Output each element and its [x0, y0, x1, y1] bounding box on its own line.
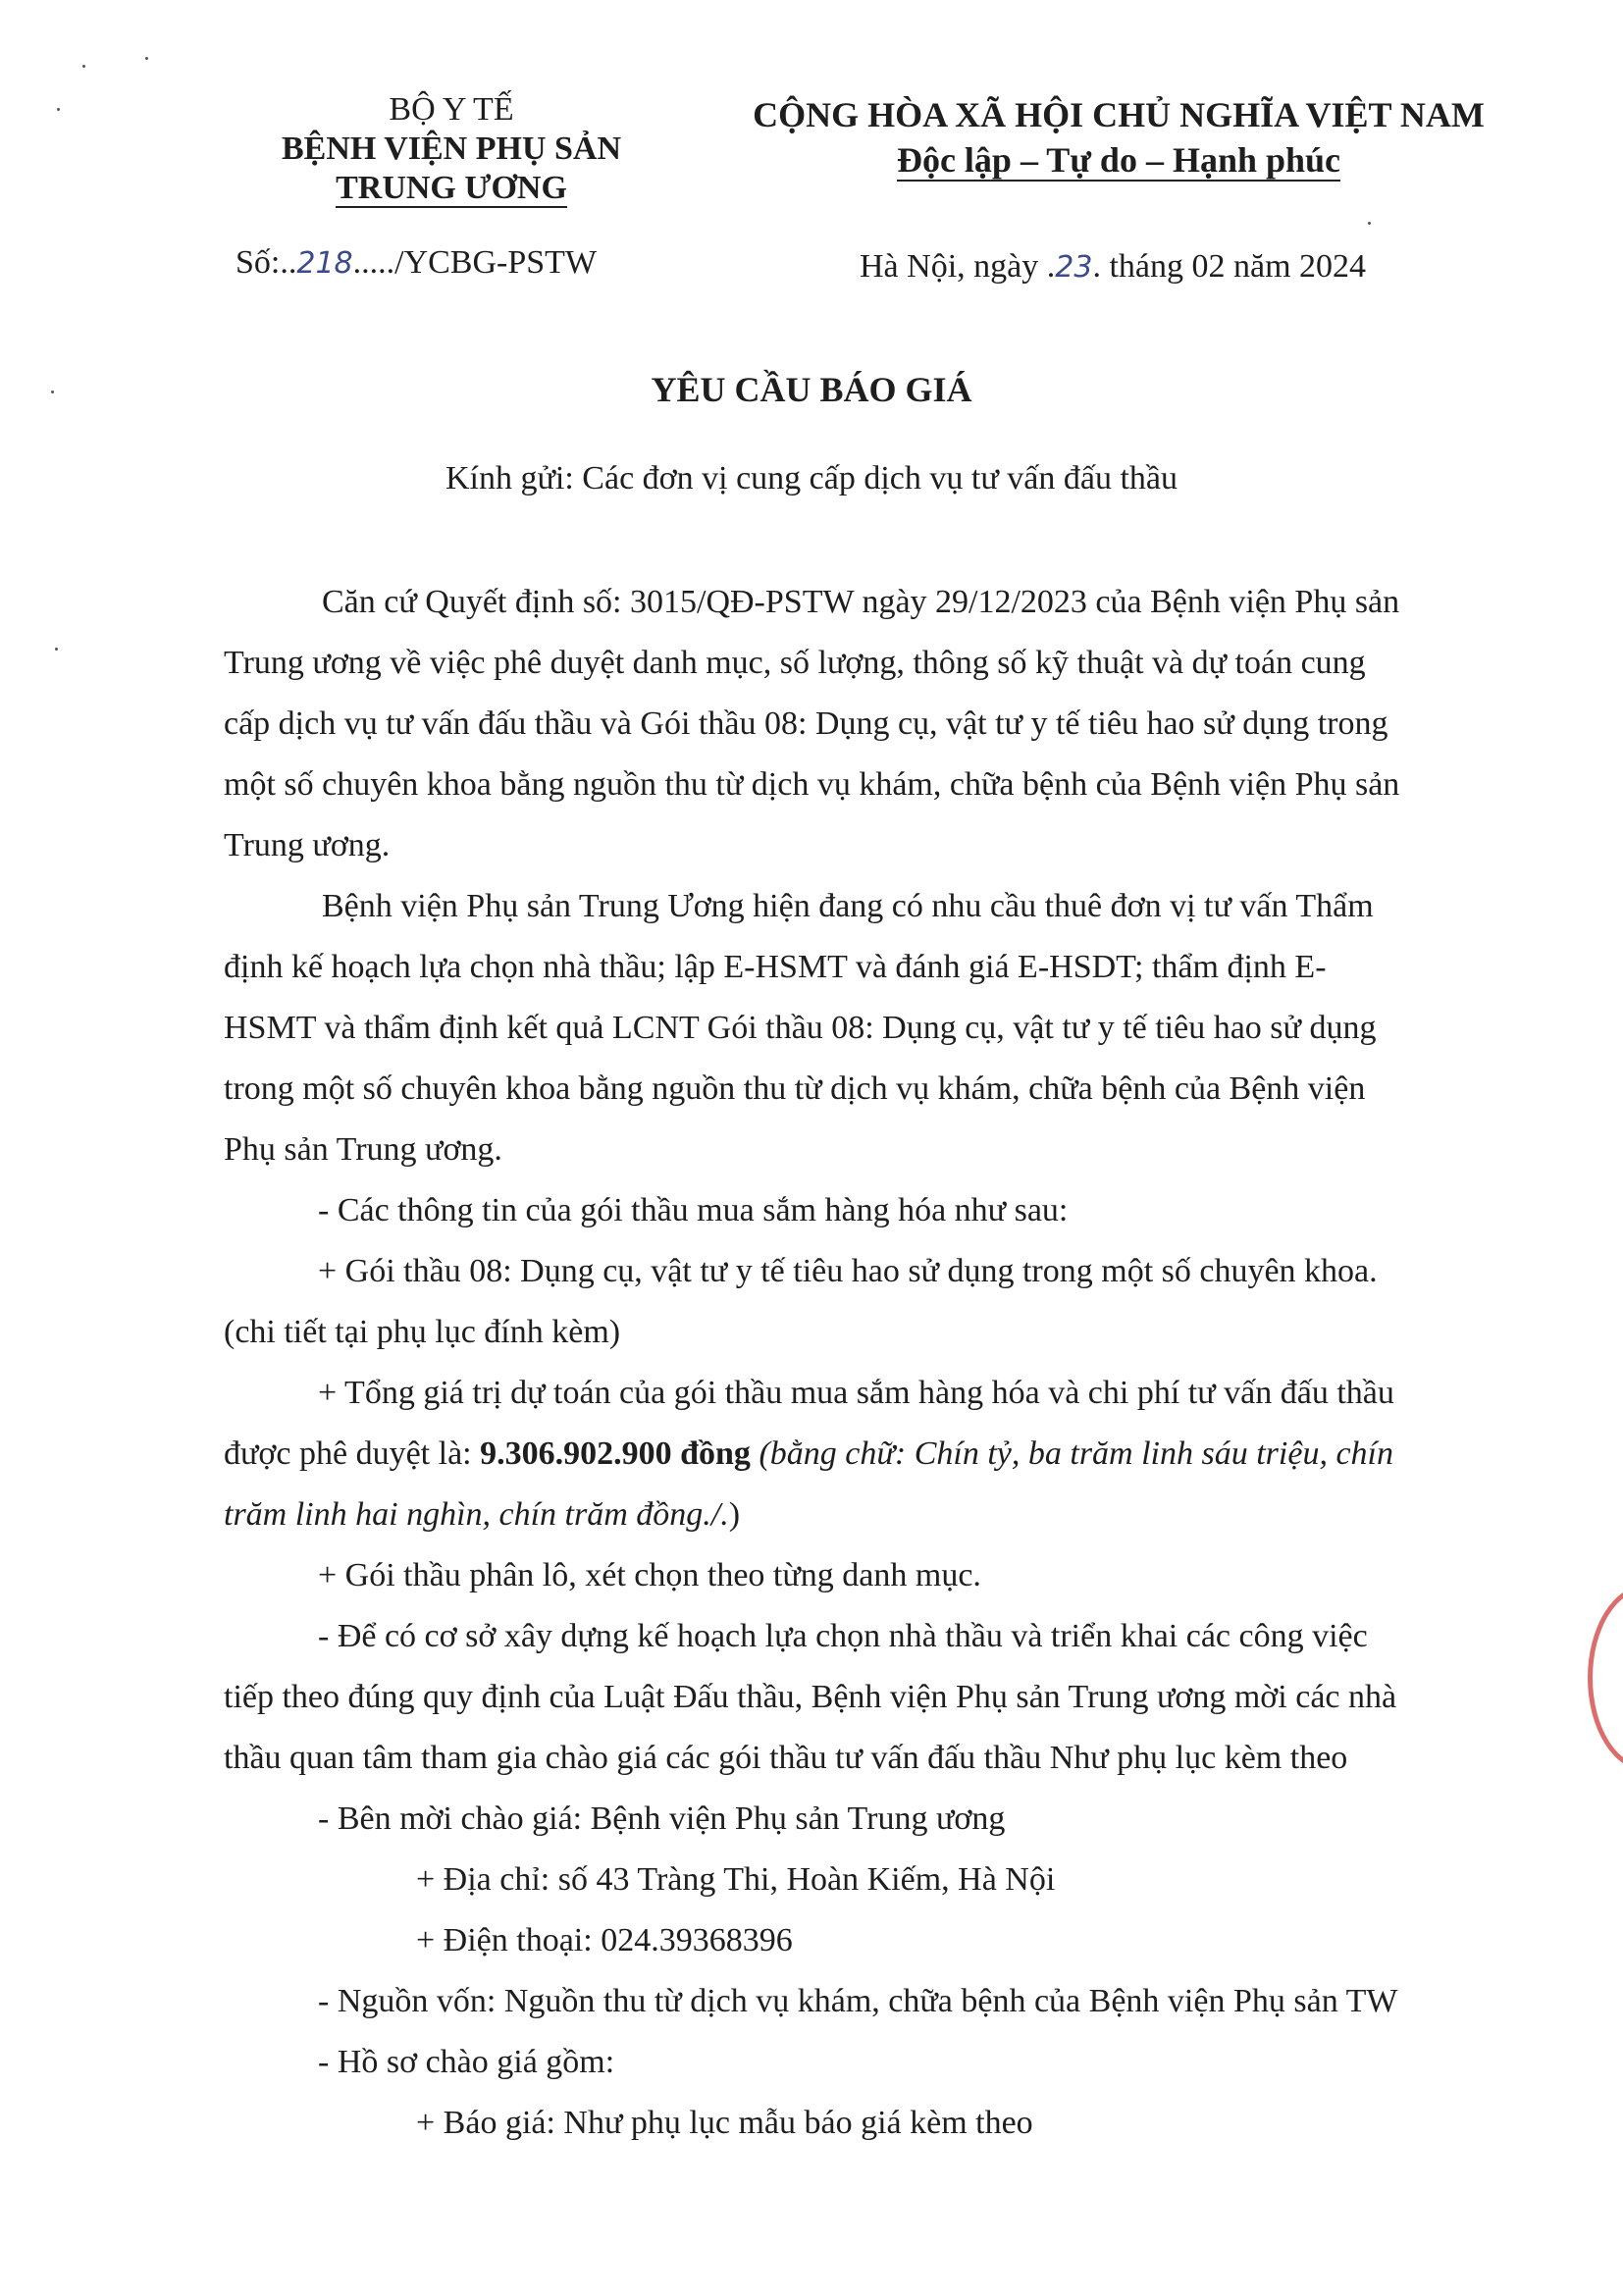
body-line-3: cấp dịch vụ tư vấn đấu thầu và Gói thầu 08: Dụng cụ, vật tư y tế tiêu hao sử dụng trong — [224, 705, 1388, 742]
body-line-17: + Gói thầu phân lô, xét chọn theo từng danh mục. — [318, 1557, 981, 1593]
document-date — [860, 247, 1366, 287]
nation-title: CỘNG HÒA XÃ HỘI CHỦ NGHĨA VIỆT NAM — [753, 95, 1485, 134]
document-title: YÊU CẦU BÁO GIÁ — [651, 370, 972, 409]
date-suffix: . tháng 02 năm 2024 — [1092, 248, 1367, 285]
body-line-21: - Bên mời chào giá: Bệnh viện Phụ sản Trung ương — [318, 1800, 1006, 1837]
scan-speck — [51, 391, 54, 393]
body-line-6: Bệnh viện Phụ sản Trung Ương hiện đang có nhu cầu thuê đơn vị tư vấn Thẩm — [322, 888, 1374, 924]
scan-speck — [55, 648, 58, 651]
body-line-1: Căn cứ Quyết định số: 3015/QĐ-PSTW ngày 29/12/2023 của Bệnh viện Phụ sản — [322, 584, 1400, 620]
body-line-8: HSMT và thẩm định kết quả LCNT Gói thầu 08: Dụng cụ, vật tư y tế tiêu hao sử dụng — [224, 1010, 1377, 1046]
body-line-19: tiếp theo đúng quy định của Luật Đấu thầu, Bệnh viện Phụ sản Trung ương mời các nhà — [224, 1679, 1397, 1715]
national-motto — [677, 139, 1560, 181]
date-handwritten: 23 — [1055, 250, 1093, 285]
scan-speck — [1368, 222, 1371, 225]
body-line-10: Phụ sản Trung ương. — [224, 1131, 502, 1168]
body-line-5: Trung ương. — [224, 827, 391, 863]
number-suffix: ...../YCBG-PSTW — [352, 244, 598, 281]
red-stamp-edge — [1588, 1585, 1623, 1771]
ministry-name: BỘ Y TẾ — [389, 91, 514, 128]
number-handwritten: 218 — [296, 246, 353, 281]
body-line-4: một số chuyên khoa bằng nguồn thu từ dịch vụ khám, chữa bệnh của Bệnh viện Phụ sản — [224, 766, 1400, 803]
total-amount: 9.306.902.900 đồng — [480, 1435, 751, 1472]
scan-speck — [82, 65, 85, 68]
scan-speck — [57, 108, 60, 111]
body-line-2: Trung ương về việc phê duyệt danh mục, số lượng, thông số kỹ thuật và dự toán cung — [224, 645, 1366, 681]
body-line-11: - Các thông tin của gói thầu mua sắm hàng hóa như sau: — [318, 1192, 1069, 1228]
body-line-16 — [224, 1495, 740, 1535]
body-line-15 — [224, 1435, 1393, 1474]
amount-in-words-part1: (bằng chữ: Chín tỷ, ba trăm linh sáu triệu, chín — [750, 1435, 1393, 1472]
scan-speck — [145, 57, 148, 60]
closing-paren: ) — [728, 1496, 741, 1533]
hospital-name-line2 — [226, 169, 677, 208]
recipient-line: Kính gửi: Các đơn vị cung cấp dịch vụ tư vấn đấu thầu — [445, 460, 1178, 496]
body-line-24: - Nguồn vốn: Nguồn thu từ dịch vụ khám, chữa bệnh của Bệnh viện Phụ sản TW — [318, 1983, 1398, 2019]
document-number — [236, 243, 597, 284]
amount-in-words-part2: trăm linh hai nghìn, chín trăm đồng./. — [224, 1496, 729, 1533]
body-line-25: - Hồ sơ chào giá gồm: — [318, 2044, 615, 2080]
body-line-14: + Tổng giá trị dự toán của gói thầu mua sắm hàng hóa và chi phí tư vấn đấu thầu — [318, 1375, 1394, 1411]
body-line-22: + Địa chỉ: số 43 Tràng Thi, Hoàn Kiếm, Hà Nội — [416, 1861, 1056, 1898]
approved-label: được phê duyệt là: — [224, 1435, 481, 1472]
body-line-13: (chi tiết tại phụ lục đính kèm) — [224, 1314, 621, 1350]
national-motto-text: Độc lập – Tự do – Hạnh phúc — [896, 140, 1341, 180]
body-line-26: + Báo giá: Như phụ lục mẫu báo giá kèm theo — [416, 2105, 1033, 2141]
number-prefix: Số:.. — [236, 244, 297, 281]
body-line-12: + Gói thầu 08: Dụng cụ, vật tư y tế tiêu hao sử dụng trong một số chuyên khoa. — [318, 1253, 1378, 1289]
body-line-20: thầu quan tâm tham gia chào giá các gói thầu tư vấn đấu thầu Như phụ lục kèm theo — [224, 1740, 1348, 1776]
hospital-name-line2-text: TRUNG ƯƠNG — [336, 170, 567, 206]
body-line-7: định kế hoạch lựa chọn nhà thầu; lập E-HSMT và đánh giá E-HSDT; thẩm định E- — [224, 949, 1327, 985]
hospital-name-line1: BỆNH VIỆN PHỤ SẢN — [281, 130, 622, 167]
date-prefix: Hà Nội, ngày . — [860, 248, 1056, 285]
body-line-23: + Điện thoại: 024.39368396 — [416, 1922, 793, 1958]
body-line-9: trong một số chuyên khoa bằng nguồn thu từ dịch vụ khám, chữa bệnh của Bệnh viện — [224, 1070, 1366, 1107]
body-line-18: - Để có cơ sở xây dựng kế hoạch lựa chọn nhà thầu và triển khai các công việc — [318, 1618, 1368, 1654]
